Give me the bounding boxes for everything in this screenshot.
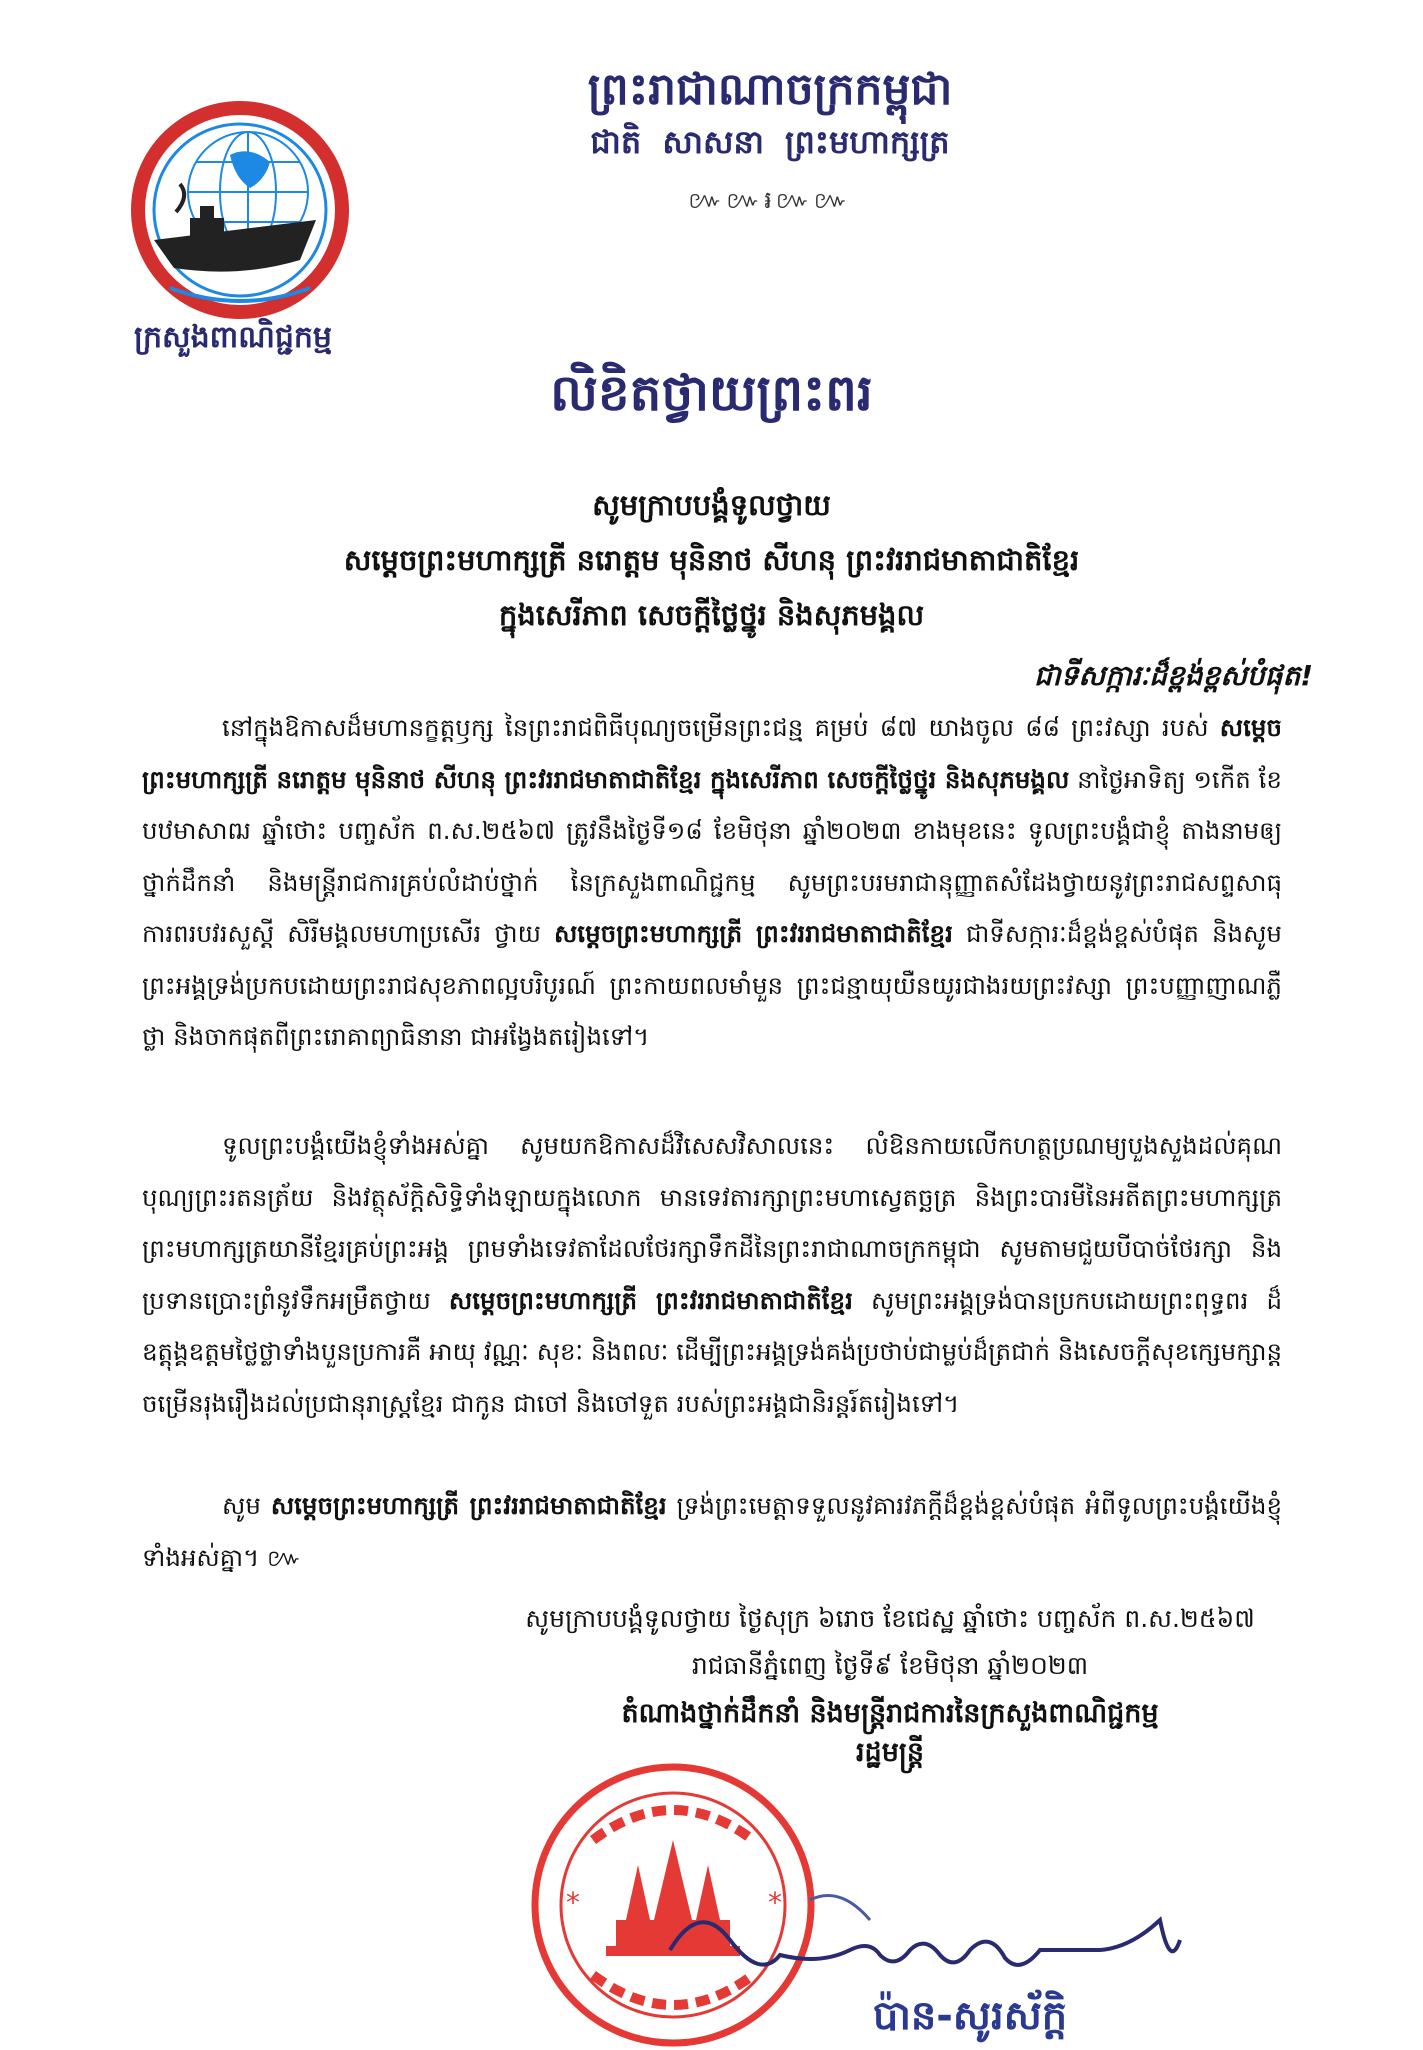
p3-text-a: សូម	[222, 1491, 271, 1520]
kingdom-heading: ព្រះរាជាណាចក្រកម្ពុជា	[587, 64, 953, 115]
ministry-logo	[130, 100, 350, 320]
document-title: លិខិតថ្វាយព្រះពរ	[550, 364, 873, 422]
addressee-line-1: សូមក្រាបបង្គំទូលថ្វាយ	[592, 488, 831, 522]
p2-text-a: ទូលព្រះបង្គំយើងខ្ញុំទាំងអស់គ្នា សូមយកឱកាសដ៏វិសេសវិសាលនេះ លំឱនកាយលើកហត្ថប្រណម្យបួងសួងដល់គុណបុណ្យព្រះរតនត្រ័យ និងវត្ថុស័ក្តិសិទ្ធិទាំងឡាយក្នុងលោក មានទេវតារក្សាព្រះមហាស្វេតច្ឆត្រ និងព្រះបារមីនៃអតីតព្រះមហាក្សត្រ ព្រះមហាក្សត្រយានីខ្មែរគ្រប់ព្រះអង្គ ព្រមទាំងទេវតាដែលថែរក្សាទឹកដីនៃព្រះរាជាណាចក្រកម្ពុជា សូមតាមជួយបីបាច់ថែរក្សា និងប្រទានប្រោះព្រំនូវទឹកអម្រឹតថ្វាយ	[142, 1131, 1282, 1315]
p1-royal-name: សម្តេចព្រះមហាក្សត្រី នរោត្តម មុនិនាថ សីហនុ ព្រះវររាជមាតាជាតិខ្មែរ ក្នុងសេរីភាព សេចក្តីថ្លៃថ្នូរ និងសុភមង្គល	[142, 713, 1282, 794]
closing-date-block	[470, 1595, 1310, 1689]
salutation: ជាទីសក្ការៈដ៏ខ្ពង់ខ្ពស់បំផុត!	[1033, 659, 1313, 692]
body-paragraph-2	[142, 1120, 1282, 1429]
signer-title: តំណាងថ្នាក់ដឹកនាំ និងមន្ត្រីរាជការនៃក្រសួងពាណិជ្ជកម្ម	[621, 1698, 1159, 1729]
signer-name: ប៉ាន-សូរស័ក្តិ	[872, 1993, 1068, 2039]
p1-text-e: ជាទីសក្ការៈដ៏ខ្ពង់ខ្ពស់បំផុត និងសូមព្រះអង្គទ្រង់ប្រកបដោយព្រះរាជសុខភាពល្អបរិបូរណ៍ ព្រះកាយពលមាំមួន ព្រះជន្មាយុយឺនយូរជាងរយព្រះវស្សា ព្រះបញ្ញាញាណភ្លឺថ្លា និងចាកផុតពីព្រះរោគាព្យាធិនានា ជាអង្វែងតរៀងទៅ។	[142, 919, 1282, 1051]
p1-text-a: នៅក្នុងឱកាសដ៏មហានក្ខត្តឫក្ស នៃព្រះរាជពិធីបុណ្យចម្រើនព្រះជន្ម គម្រប់ ៨៧ យាងចូល ៨៨ ព្រះវស្សា របស់	[222, 713, 1220, 742]
body-paragraph-3	[142, 1480, 1282, 1583]
p2-text-c: សូមព្រះអង្គទ្រង់បានប្រកបដោយព្រះពុទ្ធពរ ដ៏ឧត្តុង្គឧត្តមថ្លៃថ្លាទាំងបួនប្រការគឺ អាយុ វណ្ណៈ សុខៈ និងពលៈ ដើម្បីព្រះអង្គទ្រង់គង់ប្រថាប់ជាម្លប់ដ៏ត្រជាក់ និងសេចក្តីសុខក្សេមក្សាន្ត ចម្រើនរុងរឿងដល់ប្រជានុរាស្ត្រខ្មែរ ជាកូន ជាចៅ និងចៅទួត របស់ព្រះអង្គជានិរន្តរ៍តរៀងទៅ។	[142, 1285, 1283, 1418]
addressee-line-3: ក្នុងសេរីភាព សេចក្តីថ្លៃថ្នូរ និងសុភមង្គល	[498, 598, 925, 632]
closing-line-2: រាជធានីភ្នំពេញ ថ្ងៃទី៩ ខែមិថុនា ឆ្នាំ២០២៣	[691, 1651, 1089, 1680]
svg-text:*: *	[768, 1886, 782, 1919]
p3-text-c: ទ្រង់ព្រះមេត្តាទទួលនូវគារវភក្តីដ៏ខ្ពង់ខ្ពស់បំផុត អំពីទូលព្រះបង្គំយើងខ្ញុំទាំងអស់គ្នា។ ៚	[142, 1491, 1283, 1572]
handwritten-signature	[660, 1880, 1190, 1990]
signer-role: រដ្ឋមន្ត្រី	[855, 1737, 925, 1768]
ministry-name: ក្រសួងពាណិជ្ជកម្ម	[134, 320, 332, 355]
svg-text:*: *	[566, 1886, 580, 1919]
national-motto: ជាតិ សាសនា ព្រះមហាក្សត្រ	[590, 123, 950, 161]
p1-royal-title: សម្តេចព្រះមហាក្សត្រី ព្រះវររាជមាតាជាតិខ្មែរ	[553, 919, 953, 948]
header-ornament: ៚៚៛៚៚	[688, 186, 852, 214]
body-paragraph-1	[142, 702, 1282, 1063]
addressee-line-2: សម្តេចព្រះមហាក្សត្រី នរោត្តម មុនិនាថ សីហនុ ព្រះវររាជមាតាជាតិខ្មែរ	[343, 543, 1080, 577]
addressee-block	[60, 478, 1363, 643]
p3-royal-title: សម្តេចព្រះមហាក្សត្រី ព្រះវររាជមាតាជាតិខ្មែរ	[270, 1491, 667, 1520]
p2-royal-title: សម្តេចព្រះមហាក្សត្រី ព្រះវររាជមាតាជាតិខ្មែរ	[448, 1285, 853, 1315]
closing-line-1: សូមក្រាបបង្គំទូលថ្វាយ ថ្ងៃសុក្រ ៦រោច ខែជេស្ឋ ឆ្នាំថោះ បញ្ចស័ក ព.ស.២៥៦៧	[525, 1604, 1255, 1633]
p1-text-c: នាថ្ងៃអាទិត្យ ១កើត ខែបឋមាសាឍ ឆ្នាំថោះ បញ្ចស័ក ព.ស.២៥៦៧ ត្រូវនឹងថ្ងៃទី១៨ ខែមិថុនា ឆ្នាំ២០២៣ ខាងមុខនេះ ទូលព្រះបង្គំជាខ្ញុំ តាងនាមឲ្យថ្នាក់ដឹកនាំ និងមន្ត្រីរាជការគ្រប់លំដាប់ថ្នាក់ នៃក្រសួងពាណិជ្ជកម្ម សូមព្រះបរមរាជានុញ្ញាតសំដែងថ្វាយនូវព្រះរាជសព្ទសាធុការពរបវរសួស្តី សិរីមង្គលមហាប្រសើរ ថ្វាយ	[142, 764, 1282, 948]
